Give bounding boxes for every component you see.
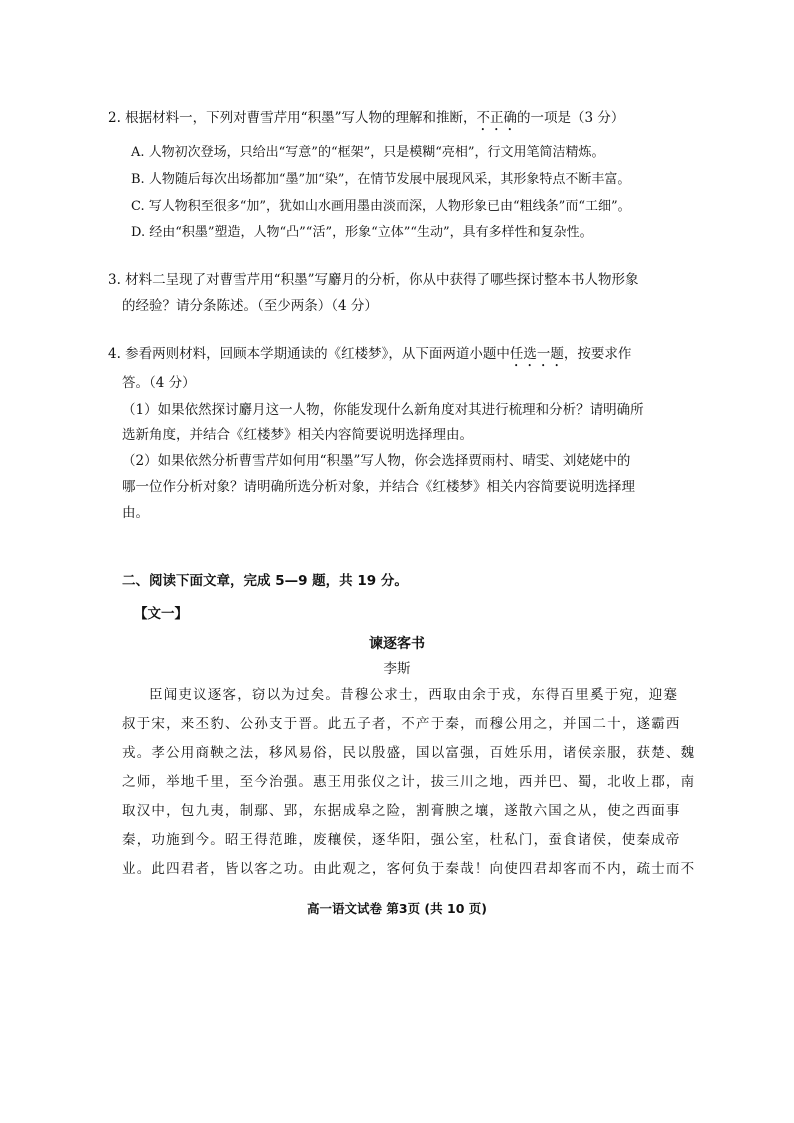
question-2-option-b: B. 人物随后每次出场都加“墨”加“染”，在情节发展中展现风采，其形象特点不断丰富。 <box>131 172 631 187</box>
question-4-emphasis: 任选一题 <box>509 346 564 362</box>
question-4-line-2: 答。（4 分） <box>122 375 196 391</box>
question-4-sub-1-line-2: 选新角度，并结合《红楼梦》相关内容简要说明选择理由。 <box>122 427 473 443</box>
passage-author: 李斯 <box>383 661 411 677</box>
question-4-sub-1-line-1: （1）如果依然探讨麝月这一人物，你能发现什么新角度对其进行梳理和分析？请明确所 <box>122 402 644 418</box>
passage-body <box>122 681 696 884</box>
question-4-line-1-post: ，按要求作 <box>563 346 632 362</box>
text-label: 【文一】 <box>134 606 188 622</box>
passage-line: 秦，功施到今。昭王得范雎，废穰侯，逐华阳，强公室，杜私门，蚕食诸侯，使秦成帝 <box>122 832 681 848</box>
question-4-sub-2-line-3: 由。 <box>122 505 149 521</box>
passage-title: 谏逐客书 <box>369 636 425 652</box>
question-3-line-1: 3. 材料二呈现了对曹雪芹用“积墨”写麝月的分析，你从中获得了哪些探讨整本书人物形象 <box>108 272 639 288</box>
question-4-line-1 <box>108 344 631 370</box>
question-2-stem-pre: 2. 根据材料一，下列对曹雪芹用“积墨”写人物的理解和推断， <box>108 110 477 126</box>
question-4-line-1-pre: 4. 参看两则材料，回顾本学期通读的《红楼梦》，从下面两道小题中 <box>108 346 510 362</box>
passage-line: 叔于宋，来丕豹、公孙支于晋。此五子者，不产于秦，而穆公用之，并国二十，遂霸西 <box>122 716 681 732</box>
passage-line: 业。此四君者，皆以客之功。由此观之，客何负于秦哉！向使四君却客而不内，疏士而不 <box>122 861 696 877</box>
question-2-option-d: D. 经由“积墨”塑造，人物“凸”“活”，形象“立体”“生动”，具有多样性和复杂性。 <box>131 225 593 240</box>
passage-line: 取汉中，包九夷，制鄢、郢，东据成皋之险，割膏腴之壤，遂散六国之从，使之西面事 <box>122 803 681 819</box>
question-2-emphasis: 不正确 <box>476 110 517 126</box>
page-footer: 高一语文试卷 第3页 (共 10 页) <box>307 901 487 916</box>
question-4-sub-2-line-2: 哪一位作分析对象？请明确所选分析对象，并结合《红楼梦》相关内容简要说明选择理 <box>122 479 635 495</box>
question-2-option-a: A. 人物初次登场，只给出“写意”的“框架”，只是模糊“亮相”，行文用笔简洁精炼。 <box>131 145 605 160</box>
question-2-stem-post: 的一项是（3 分） <box>516 110 625 126</box>
question-2-option-c: C. 写人物积至很多“加”，犹如山水画用墨由淡而深，人物形象已由“粗线条”而“工细”。 <box>131 199 631 214</box>
question-4-sub-2-line-1: （2）如果依然分析曹雪芹如何用“积墨”写人物，你会选择贾雨村、晴雯、刘姥姥中的 <box>122 453 631 469</box>
section-2-heading: 二、阅读下面文章，完成 5—9 题，共 19 分。 <box>122 573 408 589</box>
passage-line: 臣闻吏议逐客，窃以为过矣。昔穆公求士，西取由余于戎，东得百里奚于宛，迎蹇 <box>149 687 679 703</box>
passage-line: 戎。孝公用商鞅之法，移风易俗，民以殷盛，国以富强，百姓乐用，诸侯亲服，获楚、魏 <box>122 745 696 761</box>
passage-line: 之师，举地千里，至今治强。惠王用张仪之计，拔三川之地，西并巴、蜀，北收上郡，南 <box>122 774 696 790</box>
question-3-line-2: 的经验？请分条陈述。（至少两条）（4 分） <box>122 298 378 314</box>
question-2-stem <box>108 108 624 134</box>
